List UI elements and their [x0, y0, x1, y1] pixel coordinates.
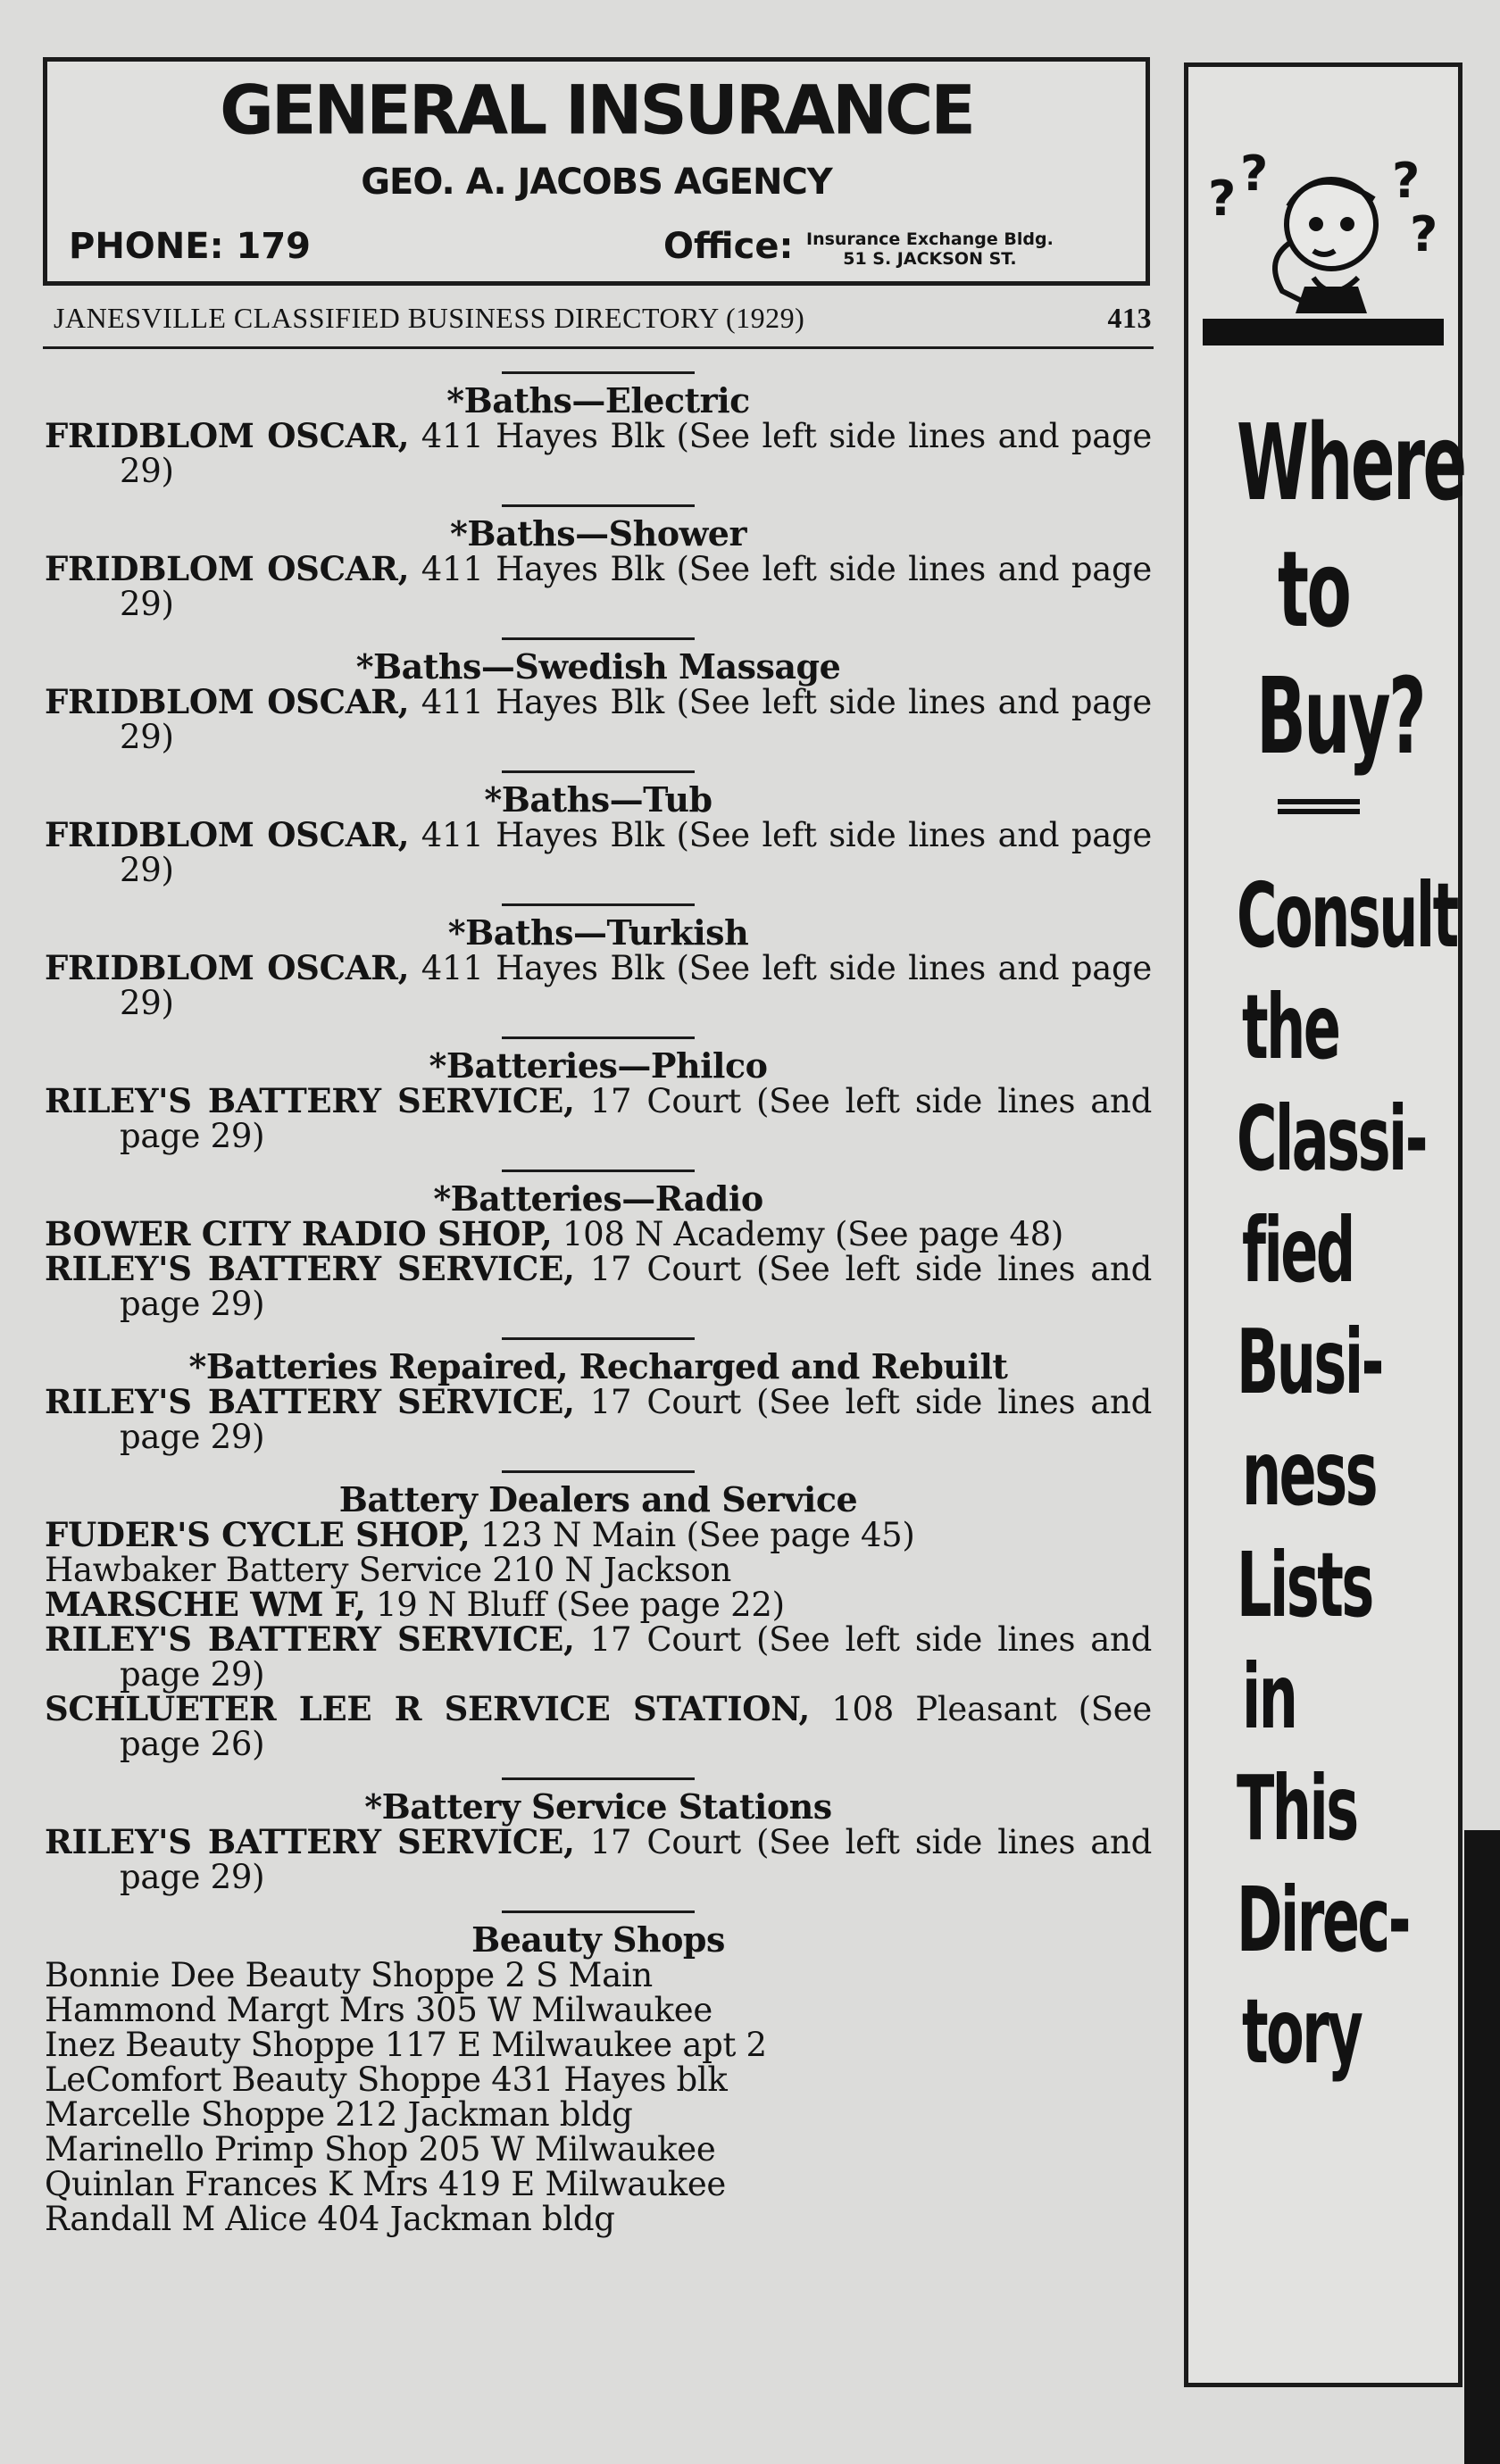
svg-text:?: ?: [1410, 206, 1438, 262]
directory-entry: [45, 1081, 1152, 1155]
side-ad-line: Where: [1237, 401, 1465, 524]
ad-title: GENERAL INSURANCE: [220, 71, 973, 150]
ad-office-address: [806, 229, 1054, 269]
section-heading: *Baths—Shower: [449, 513, 746, 554]
entry-details: Bonnie Dee Beauty Shoppe 2 S Main: [45, 1956, 653, 1994]
directory-entry: [45, 2062, 1152, 2097]
ad-phone: PHONE: 179: [69, 226, 312, 267]
section-rule: [502, 1470, 695, 1473]
directory-listing: [45, 355, 1152, 2236]
section-rule: [502, 1036, 695, 1039]
section-heading: *Batteries—Philco: [429, 1045, 768, 1086]
directory-section: [45, 504, 1152, 621]
side-ad-line: to: [1278, 528, 1350, 651]
entry-name: FRIDBLOM OSCAR,: [45, 549, 410, 588]
directory-entry: [45, 1382, 1152, 1456]
entry-name: FRIDBLOM OSCAR,: [45, 682, 410, 721]
side-ad-text: [1188, 399, 1465, 2087]
directory-section: [45, 1470, 1152, 1761]
svg-text:?: ?: [1392, 153, 1421, 209]
entry-name: SCHLUETER LEE R SERVICE STATION,: [45, 1689, 810, 1728]
header-rule: [43, 346, 1154, 349]
directory-entry: [45, 1993, 1152, 2027]
side-ad-line: ness: [1242, 1421, 1377, 1526]
side-ad-line: Busi-: [1237, 1310, 1382, 1414]
directory-entry: [45, 1515, 1152, 1554]
entry-details: 108 Pleasant (See page 26): [120, 1690, 1152, 1763]
side-ad-line: Consult: [1237, 863, 1457, 968]
directory-section: [45, 903, 1152, 1020]
entry-details: 17 Court (See left side lines and page 29): [120, 1823, 1152, 1896]
section-heading: *Battery Service Stations: [364, 1786, 832, 1827]
directory-entry: [45, 1587, 1152, 1622]
entry-name: FUDER'S CYCLE SHOP,: [45, 1515, 471, 1554]
entry-name: RILEY'S BATTERY SERVICE,: [45, 1619, 575, 1659]
directory-entry: [45, 1689, 1152, 1763]
directory-entry: [45, 2167, 1152, 2202]
directory-section: [45, 1036, 1152, 1153]
side-ad-line: fied: [1242, 1198, 1354, 1303]
directory-entry: [45, 2132, 1152, 2167]
ad-address-line1: Insurance Exchange Bldg.: [806, 229, 1054, 249]
section-rule: [502, 1337, 695, 1340]
side-ad-line: Direc-: [1237, 1868, 1409, 1972]
side-ad-line: Lists: [1237, 1533, 1372, 1637]
entry-name: RILEY'S BATTERY SERVICE,: [45, 1249, 575, 1288]
directory-entry: [45, 1249, 1152, 1323]
entry-details: 17 Court (See left side lines and page 29): [120, 1250, 1152, 1323]
entry-details: 17 Court (See left side lines and page 29): [120, 1082, 1152, 1155]
insurance-ad-box: [43, 57, 1150, 286]
where-to-buy-ad: [1184, 62, 1465, 2387]
section-rule: [502, 1910, 695, 1913]
ad-agency: GEO. A. JACOBS AGENCY: [361, 162, 832, 203]
side-ad-dash: [1278, 799, 1360, 824]
section-rule: [502, 504, 695, 507]
side-ad-line: Classi-: [1237, 1086, 1427, 1191]
puzzled-man-icon: [1206, 144, 1447, 328]
entry-details: 123 N Main (See page 45): [470, 1516, 915, 1554]
section-rule: [502, 637, 695, 640]
entry-name: RILEY'S BATTERY SERVICE,: [45, 1822, 575, 1861]
directory-entry: [45, 815, 1152, 889]
section-heading: *Batteries Repaired, Recharged and Rebuilt: [188, 1346, 1008, 1386]
svg-text:?: ?: [1240, 146, 1269, 202]
entry-details: 411 Hayes Blk (See left side lines and page 29): [120, 683, 1152, 756]
entry-name: RILEY'S BATTERY SERVICE,: [45, 1081, 575, 1120]
directory-entry: [45, 682, 1152, 756]
entry-details: 411 Hayes Blk (See left side lines and page 29): [120, 816, 1152, 889]
directory-section: [45, 637, 1152, 754]
directory-entry: [45, 2097, 1152, 2132]
ad-black-band: [1203, 319, 1444, 345]
section-heading: Beauty Shops: [471, 1919, 725, 1960]
directory-section: [45, 1777, 1152, 1894]
side-ad-line: tory: [1242, 1979, 1362, 2084]
directory-title: JANESVILLE CLASSIFIED BUSINESS DIRECTORY (1929): [54, 302, 805, 334]
entry-details: 411 Hayes Blk (See left side lines and page 29): [120, 417, 1152, 490]
directory-entry: [45, 1214, 1152, 1253]
entry-details: Marinello Primp Shop 205 W Milwaukee: [45, 2130, 716, 2168]
entry-details: Inez Beauty Shoppe 117 E Milwaukee apt 2: [45, 2026, 767, 2064]
entry-name: FRIDBLOM OSCAR,: [45, 815, 410, 854]
section-heading: *Baths—Tub: [484, 779, 712, 820]
section-heading: *Baths—Electric: [446, 380, 750, 420]
section-heading: *Batteries—Radio: [433, 1178, 763, 1219]
directory-section: [45, 1337, 1152, 1454]
directory-entry: [45, 549, 1152, 623]
directory-entry: [45, 416, 1152, 490]
entry-details: 108 N Academy (See page 48): [552, 1215, 1064, 1253]
section-rule: [502, 371, 695, 374]
entry-details: 17 Court (See left side lines and page 29): [120, 1383, 1152, 1456]
directory-entry: [45, 2027, 1152, 2062]
section-heading: Battery Dealers and Service: [338, 1479, 858, 1519]
directory-section: [45, 1170, 1152, 1321]
entry-details: 411 Hayes Blk (See left side lines and page 29): [120, 550, 1152, 623]
section-heading: *Baths—Swedish Massage: [355, 646, 841, 687]
directory-entry: [45, 1958, 1152, 1993]
entry-details: Marcelle Shoppe 212 Jackman bldg: [45, 2095, 633, 2134]
directory-entry: [45, 948, 1152, 1022]
side-ad-line: This: [1237, 1756, 1357, 1860]
entry-details: LeComfort Beauty Shoppe 431 Hayes blk: [45, 2060, 728, 2099]
directory-section: [45, 1910, 1152, 2236]
entry-details: Randall M Alice 404 Jackman bldg: [45, 2200, 615, 2238]
section-rule: [502, 1777, 695, 1780]
running-header: [54, 302, 1152, 335]
entry-name: FRIDBLOM OSCAR,: [45, 416, 410, 455]
entry-details: 19 N Bluff (See page 22): [365, 1586, 785, 1624]
entry-name: BOWER CITY RADIO SHOP,: [45, 1214, 553, 1253]
entry-name: MARSCHE WM F,: [45, 1585, 366, 1624]
ad-office-label: Office:: [663, 226, 794, 267]
section-rule: [502, 903, 695, 906]
directory-entry: [45, 1552, 1152, 1587]
directory-section: [45, 770, 1152, 887]
section-rule: [502, 770, 695, 773]
entry-details: 411 Hayes Blk (See left side lines and page 29): [120, 949, 1152, 1022]
section-heading: *Baths—Turkish: [447, 912, 749, 953]
side-ad-line: in: [1242, 1644, 1296, 1749]
directory-section: [45, 371, 1152, 488]
directory-entry: [45, 2202, 1152, 2236]
scan-page-edge: [1464, 1830, 1500, 2464]
entry-details: 17 Court (See left side lines and page 29): [120, 1620, 1152, 1694]
page-number: 413: [1107, 302, 1152, 334]
entry-details: Hammond Margt Mrs 305 W Milwaukee: [45, 1991, 712, 2029]
svg-text:?: ?: [1208, 171, 1237, 227]
entry-name: FRIDBLOM OSCAR,: [45, 948, 410, 987]
side-ad-line: the: [1242, 975, 1339, 1079]
directory-entry: [45, 1619, 1152, 1694]
section-rule: [502, 1170, 695, 1172]
entry-name: RILEY'S BATTERY SERVICE,: [45, 1382, 575, 1421]
entry-details: Hawbaker Battery Service 210 N Jackson: [45, 1551, 732, 1589]
ad-address-line2: 51 S. JACKSON ST.: [843, 249, 1017, 269]
directory-entry: [45, 1822, 1152, 1896]
entry-details: Quinlan Frances K Mrs 419 E Milwaukee: [45, 2165, 727, 2203]
side-ad-line: Buy?: [1256, 654, 1425, 778]
